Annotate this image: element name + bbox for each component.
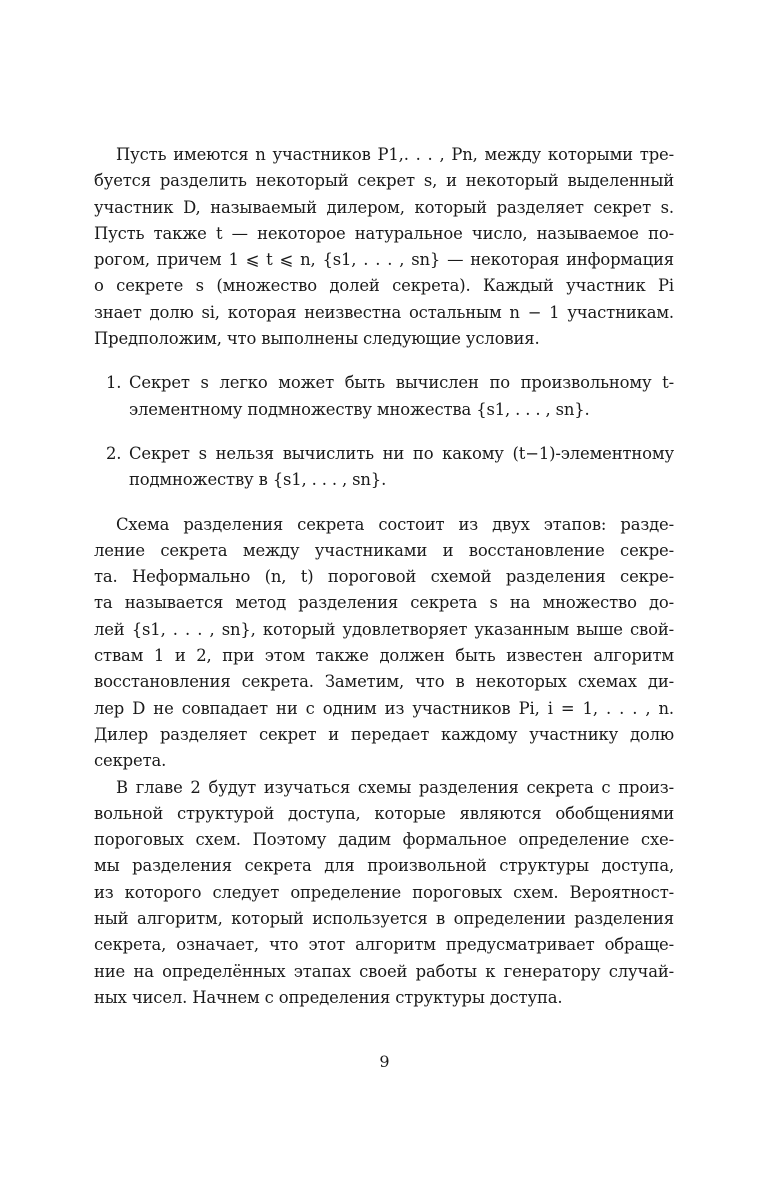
page-number: 9 — [379, 1052, 390, 1071]
text-line: Пусть имеются n участников P1,. . . , Pn, между которыми тре- — [116, 145, 674, 164]
paragraph-chapter2 — [94, 775, 674, 1012]
text-line: Предположим, что выполнены следующие условия. — [94, 329, 540, 349]
text-line: буется разделить некоторый секрет s, и некоторый выделенный — [94, 171, 674, 191]
text-line: знает долю si, которая неизвестна остальным n − 1 участникам. — [94, 302, 674, 322]
text-line: Секрет s легко может быть вычислен по произвольному t- — [129, 373, 674, 393]
text-line: Секрет s нельзя вычислить ни по какому (t−1)-элементному — [129, 443, 674, 463]
text-line: лер D не совпадает ни с одним из участников Pi, i = 1, . . . , n. — [94, 698, 674, 718]
text-line: ление секрета между участниками и восстановление секре- — [94, 540, 674, 560]
text-line: секрета. — [94, 751, 167, 771]
list-number: 1. — [106, 373, 122, 393]
text-line: о секрете s (множество долей секрета). Каждый участник Pi — [94, 276, 674, 296]
text-line: мы разделения секрета для произвольной структуры доступа, — [94, 856, 674, 876]
list-item — [94, 441, 674, 494]
text-line: ных чисел. Начнем с определения структуры доступа. — [94, 987, 563, 1007]
list-item — [94, 370, 674, 423]
body-text — [94, 142, 674, 1011]
text-line: ный алгоритм, который используется в определении разделения — [94, 909, 674, 929]
list-number: 2. — [106, 443, 122, 463]
text-line: вольной структурой доступа, которые являются обобщениями — [94, 803, 674, 823]
text-line: элементному подмножеству множества {s1, . . . , sn}. — [129, 399, 590, 419]
text-line: ние на определённых этапах своей работы к генератору случай- — [94, 961, 674, 981]
paragraph-definition — [94, 512, 674, 775]
text-line: участник D, называемый дилером, который разделяет секрет s. — [94, 197, 674, 217]
text-line: В главе 2 будут изучаться схемы разделения секрета с произ- — [116, 777, 674, 797]
text-line: секрета, означает, что этот алгоритм предусматривает обраще- — [94, 935, 674, 955]
text-line: лей {s1, . . . , sn}, который удовлетворяет указанным выше свой- — [94, 619, 674, 639]
text-line: Схема разделения секрета состоит из двух этапов: разде- — [116, 514, 674, 534]
text-line: Пусть также t — некоторое натуральное число, называемое по- — [94, 223, 674, 243]
paragraph-intro — [94, 142, 674, 352]
text-line: Дилер разделяет секрет и передает каждому участнику долю — [94, 724, 674, 744]
text-line: восстановления секрета. Заметим, что в некоторых схемах ди- — [94, 672, 674, 692]
text-line: ствам 1 и 2, при этом также должен быть известен алгоритм — [94, 646, 674, 666]
text-line: из которого следует определение пороговых схем. Вероятност- — [94, 882, 674, 902]
text-line: та называется метод разделения секрета s на множество до- — [94, 593, 674, 613]
text-line: та. Неформально (n, t) пороговой схемой разделения секре- — [94, 567, 674, 587]
text-line: пороговых схем. Поэтому дадим формальное определение схе- — [94, 830, 674, 850]
text-line: рогом, причем 1 ⩽ t ⩽ n, {s1, . . . , sn} — некоторая информация — [94, 250, 674, 270]
text-line: подмножеству в {s1, . . . , sn}. — [129, 470, 387, 490]
